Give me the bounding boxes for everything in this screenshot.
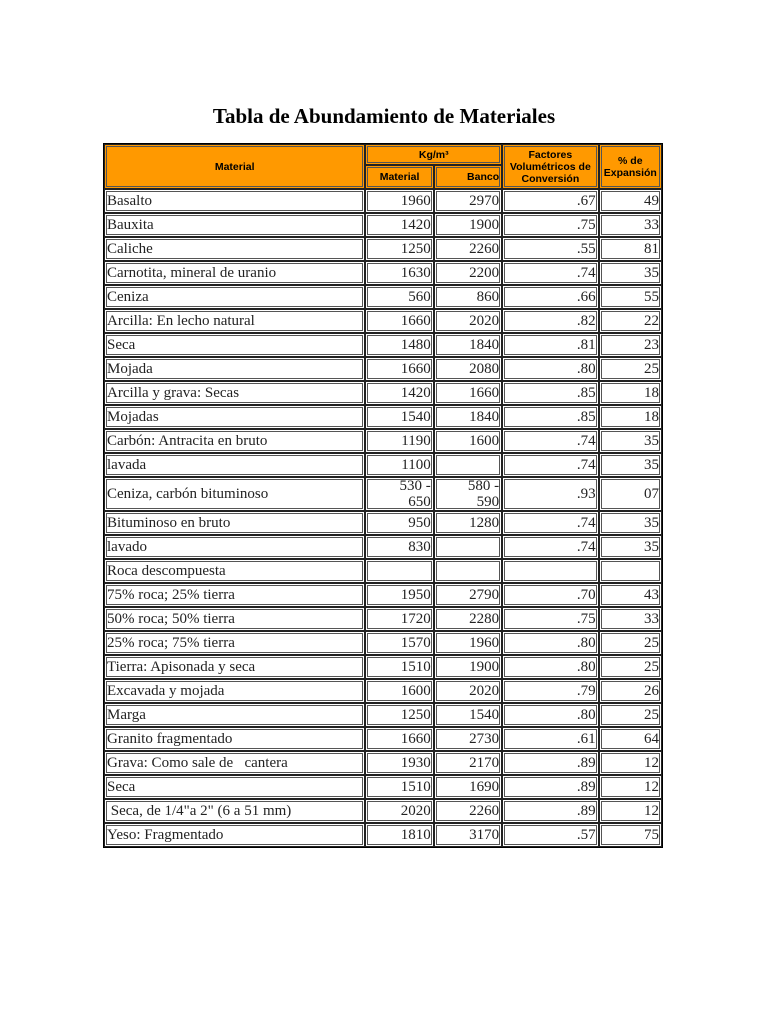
table-row: [104, 477, 662, 511]
cell-factor: .74: [502, 261, 599, 285]
cell-kg-banco-range: 580 - 590: [467, 478, 500, 510]
cell-kg-banco: 2080: [434, 357, 502, 381]
cell-expansion: 64: [599, 727, 662, 751]
cell-kg-banco: 2020: [434, 679, 502, 703]
table-row: [104, 607, 662, 631]
cell-expansion: 07: [599, 477, 662, 511]
cell-expansion: 43: [599, 583, 662, 607]
cell-material-name: Seca, de 1/4"a 2" (6 a 51 mm): [104, 799, 365, 823]
cell-material-name: Seca: [104, 775, 365, 799]
cell-material-name: lavada: [104, 453, 365, 477]
cell-kg-banco: 2170: [434, 751, 502, 775]
cell-kg-material: 1250: [365, 703, 433, 727]
header-kg-material: Material: [365, 165, 433, 189]
cell-factor: .80: [502, 655, 599, 679]
cell-kg-material: 1250: [365, 237, 433, 261]
table-row: [104, 261, 662, 285]
cell-material-name: Granito fragmentado: [104, 727, 365, 751]
table-row: [104, 559, 662, 583]
cell-expansion: 25: [599, 357, 662, 381]
table-row: [104, 309, 662, 333]
page-title: Tabla de Abundamiento de Materiales: [212, 104, 556, 128]
table-row: [104, 703, 662, 727]
cell-factor: .85: [502, 381, 599, 405]
cell-kg-material: 1660: [365, 727, 433, 751]
cell-expansion: 49: [599, 189, 662, 213]
cell-kg-material: 1570: [365, 631, 433, 655]
cell-kg-banco: [434, 535, 502, 559]
cell-kg-banco: 2730: [434, 727, 502, 751]
cell-factor: .70: [502, 583, 599, 607]
table-row: [104, 237, 662, 261]
table-header: [104, 144, 662, 189]
cell-kg-banco: 1280: [434, 511, 502, 535]
cell-factor: .75: [502, 607, 599, 631]
cell-kg-banco: 1840: [434, 333, 502, 357]
cell-material-name: 25% roca; 75% tierra: [104, 631, 365, 655]
table-body: [104, 189, 662, 847]
cell-kg-material: 1600: [365, 679, 433, 703]
cell-material-name: Excavada y mojada: [104, 679, 365, 703]
cell-kg-material: 1480: [365, 333, 433, 357]
cell-factor: .89: [502, 751, 599, 775]
cell-factor: .66: [502, 285, 599, 309]
cell-factor: .75: [502, 213, 599, 237]
cell-kg-banco: 1960: [434, 631, 502, 655]
cell-kg-material: 1630: [365, 261, 433, 285]
cell-kg-banco: 1690: [434, 775, 502, 799]
cell-material-name: Caliche: [104, 237, 365, 261]
cell-factor: .89: [502, 799, 599, 823]
cell-factor: .89: [502, 775, 599, 799]
cell-kg-material: 950: [365, 511, 433, 535]
cell-expansion: 22: [599, 309, 662, 333]
cell-kg-banco: [434, 559, 502, 583]
cell-expansion: 18: [599, 405, 662, 429]
cell-kg-material: 1960: [365, 189, 433, 213]
cell-expansion: 75: [599, 823, 662, 847]
table-row: [104, 333, 662, 357]
table-row: [104, 631, 662, 655]
cell-kg-material: 1510: [365, 655, 433, 679]
cell-expansion: 25: [599, 655, 662, 679]
cell-factor: .74: [502, 511, 599, 535]
cell-kg-material: 1660: [365, 309, 433, 333]
cell-expansion: 12: [599, 799, 662, 823]
cell-factor: .57: [502, 823, 599, 847]
table-row: [104, 799, 662, 823]
cell-material-name: Yeso: Fragmentado: [104, 823, 365, 847]
cell-kg-material: 560: [365, 285, 433, 309]
cell-material-name: Arcilla: En lecho natural: [104, 309, 365, 333]
cell-kg-material: [365, 477, 433, 511]
table-row: [104, 823, 662, 847]
table-row: [104, 213, 662, 237]
cell-kg-material: 1420: [365, 381, 433, 405]
cell-kg-banco: 2020: [434, 309, 502, 333]
cell-material-name: 50% roca; 50% tierra: [104, 607, 365, 631]
cell-kg-material-range: 530 - 650: [399, 478, 431, 510]
cell-expansion: 26: [599, 679, 662, 703]
cell-material-name: Tierra: Apisonada y seca: [104, 655, 365, 679]
cell-kg-banco: 2970: [434, 189, 502, 213]
cell-expansion: 33: [599, 607, 662, 631]
cell-kg-banco: 1660: [434, 381, 502, 405]
table-row: [104, 535, 662, 559]
cell-expansion: 35: [599, 511, 662, 535]
cell-kg-banco: 860: [434, 285, 502, 309]
cell-expansion: 12: [599, 775, 662, 799]
cell-factor: .67: [502, 189, 599, 213]
cell-kg-banco: 2280: [434, 607, 502, 631]
cell-kg-material: [365, 559, 433, 583]
cell-material-name: Bituminoso en bruto: [104, 511, 365, 535]
table-row: [104, 751, 662, 775]
cell-kg-banco: 1900: [434, 213, 502, 237]
cell-factor: .82: [502, 309, 599, 333]
cell-material-name: Arcilla y grava: Secas: [104, 381, 365, 405]
cell-material-name: Ceniza, carbón bituminoso: [104, 477, 365, 511]
cell-kg-banco: 1840: [434, 405, 502, 429]
header-expansion: % de Expansión: [599, 144, 662, 189]
cell-factor: .61: [502, 727, 599, 751]
cell-kg-banco: [434, 453, 502, 477]
cell-material-name: Carbón: Antracita en bruto: [104, 429, 365, 453]
cell-kg-material: 1190: [365, 429, 433, 453]
cell-factor: [502, 559, 599, 583]
cell-material-name: Mojadas: [104, 405, 365, 429]
cell-factor: .79: [502, 679, 599, 703]
cell-factor: .74: [502, 429, 599, 453]
table-row: [104, 285, 662, 309]
cell-material-name: Mojada: [104, 357, 365, 381]
cell-expansion: 35: [599, 535, 662, 559]
cell-factor: .74: [502, 453, 599, 477]
cell-kg-banco: 2260: [434, 799, 502, 823]
materials-table-frame: [103, 143, 663, 848]
cell-expansion: 35: [599, 453, 662, 477]
header-material: Material: [104, 144, 365, 189]
cell-kg-banco: 2200: [434, 261, 502, 285]
table-row: [104, 189, 662, 213]
cell-expansion: 33: [599, 213, 662, 237]
cell-kg-banco: 1600: [434, 429, 502, 453]
cell-kg-material: 1720: [365, 607, 433, 631]
cell-kg-banco: 1540: [434, 703, 502, 727]
header-kg-group: Kg/m³: [365, 144, 502, 165]
cell-material-name: Bauxita: [104, 213, 365, 237]
cell-kg-material: 1930: [365, 751, 433, 775]
cell-kg-material: 1540: [365, 405, 433, 429]
materials-table: [104, 144, 662, 847]
cell-expansion: 18: [599, 381, 662, 405]
cell-factor: .74: [502, 535, 599, 559]
cell-kg-material: 1100: [365, 453, 433, 477]
cell-material-name: 75% roca; 25% tierra: [104, 583, 365, 607]
cell-kg-banco: [434, 477, 502, 511]
cell-expansion: 25: [599, 703, 662, 727]
cell-material-name: Carnotita, mineral de uranio: [104, 261, 365, 285]
cell-kg-material: 1660: [365, 357, 433, 381]
cell-kg-banco: 2790: [434, 583, 502, 607]
cell-material-name: lavado: [104, 535, 365, 559]
cell-kg-banco: 1900: [434, 655, 502, 679]
cell-expansion: 12: [599, 751, 662, 775]
table-row: [104, 583, 662, 607]
table-row: [104, 405, 662, 429]
cell-expansion: 35: [599, 261, 662, 285]
table-row: [104, 511, 662, 535]
table-row: [104, 429, 662, 453]
cell-factor: .93: [502, 477, 599, 511]
cell-kg-material: 1810: [365, 823, 433, 847]
cell-material-name: Basalto: [104, 189, 365, 213]
cell-kg-banco: 3170: [434, 823, 502, 847]
table-row: [104, 453, 662, 477]
cell-expansion: 55: [599, 285, 662, 309]
cell-kg-material: 830: [365, 535, 433, 559]
table-row: [104, 775, 662, 799]
table-row: [104, 357, 662, 381]
cell-material-name: Ceniza: [104, 285, 365, 309]
cell-kg-material: 1950: [365, 583, 433, 607]
header-factores: Factores Volumétricos de Conversión: [502, 144, 599, 189]
cell-expansion: 35: [599, 429, 662, 453]
cell-kg-banco: 2260: [434, 237, 502, 261]
cell-factor: .80: [502, 631, 599, 655]
cell-factor: .80: [502, 357, 599, 381]
cell-expansion: [599, 559, 662, 583]
table-row: [104, 381, 662, 405]
header-kg-banco: Banco: [434, 165, 502, 189]
cell-factor: .81: [502, 333, 599, 357]
cell-factor: .85: [502, 405, 599, 429]
cell-material-name: Seca: [104, 333, 365, 357]
table-row: [104, 727, 662, 751]
table-row: [104, 679, 662, 703]
cell-factor: .55: [502, 237, 599, 261]
table-row: [104, 655, 662, 679]
cell-material-name: Grava: Como sale de cantera: [104, 751, 365, 775]
cell-expansion: 81: [599, 237, 662, 261]
cell-material-name: Marga: [104, 703, 365, 727]
cell-kg-material: 2020: [365, 799, 433, 823]
cell-kg-material: 1420: [365, 213, 433, 237]
cell-expansion: 25: [599, 631, 662, 655]
cell-kg-material: 1510: [365, 775, 433, 799]
cell-expansion: 23: [599, 333, 662, 357]
cell-factor: .80: [502, 703, 599, 727]
cell-material-name: Roca descompuesta: [104, 559, 365, 583]
